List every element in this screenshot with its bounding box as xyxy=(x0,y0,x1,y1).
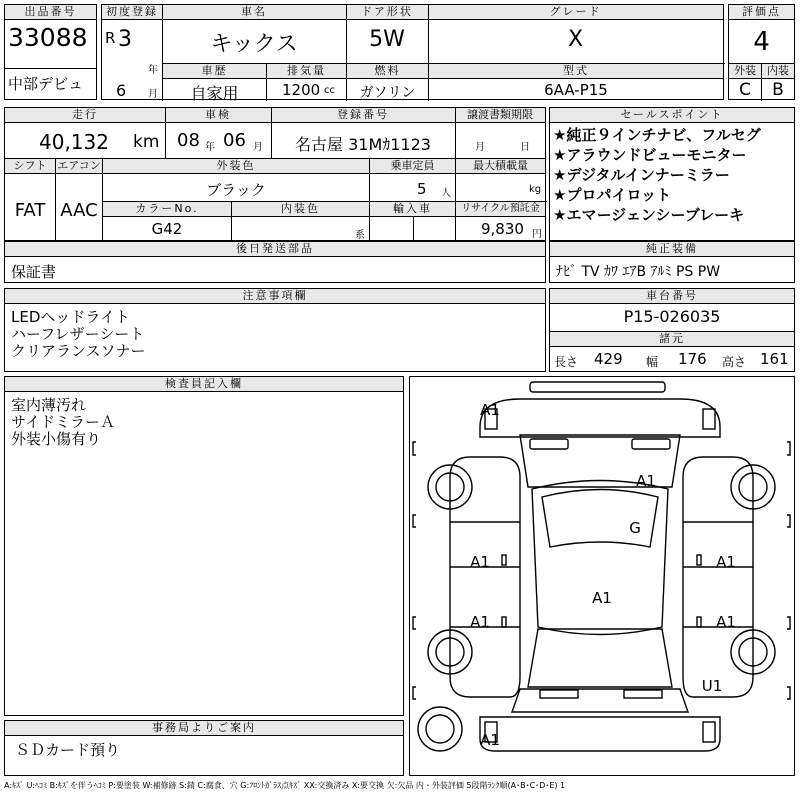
height-value: 161 xyxy=(760,350,789,368)
history-label: 車歴 xyxy=(163,64,266,79)
damage-mark: G xyxy=(629,519,641,537)
color-label: 外装色 xyxy=(103,159,369,174)
inspector-line: サイドミラーＡ xyxy=(11,413,115,431)
capacity-label: 乗車定員 xyxy=(370,159,455,174)
inspector-label: 検査員記入欄 xyxy=(5,377,403,392)
damage-mark: A1 xyxy=(470,613,490,631)
score-label: 評価点 xyxy=(729,5,794,20)
equipment-value: ﾅﾋﾞ TV ｶﾜ ｴｱB ｱﾙﾐ PS PW xyxy=(556,264,721,280)
score-box xyxy=(728,4,795,100)
displacement: 1200 xyxy=(282,81,321,99)
car-name-label: 車名 xyxy=(162,5,346,20)
plate-number: 名古屋 31Mｶ1123 xyxy=(295,135,431,154)
displacement-label: 排気量 xyxy=(267,64,346,79)
load-label: 最大積載量 xyxy=(456,159,545,174)
damage-mark: U1 xyxy=(701,677,723,695)
width-label: 幅 xyxy=(646,355,659,369)
office-label: 事務局よりご案内 xyxy=(5,721,403,736)
transfer-day-unit: 日 xyxy=(520,142,530,153)
sales-point-item: ★デジタルインナーミラー xyxy=(553,166,730,184)
recycle-unit: 円 xyxy=(532,229,542,240)
lot-box xyxy=(4,4,97,100)
damage-mark: A1 xyxy=(480,401,500,419)
width-value: 176 xyxy=(678,350,707,368)
door-type: 5W xyxy=(369,27,405,52)
first-reg-label: 初度登録 xyxy=(102,5,162,20)
score: 4 xyxy=(753,27,770,57)
inspection-label: 車検 xyxy=(165,108,271,123)
capacity: 5 xyxy=(417,180,427,198)
grade-label: グレード xyxy=(428,5,723,20)
transfer-label: 譲渡書類期限 xyxy=(455,108,545,123)
chassis-number: P15-026035 xyxy=(623,307,721,326)
car-name: キックス xyxy=(210,32,298,57)
load-unit: kg xyxy=(529,184,542,195)
int-color-unit: 系 xyxy=(355,230,365,241)
color-no-label: カラーNo. xyxy=(103,202,231,217)
plate-label: 登録番号 xyxy=(271,108,455,123)
later-parts-value: 保証書 xyxy=(11,263,57,281)
color-number: G42 xyxy=(151,220,183,238)
shift: FAT xyxy=(14,200,46,221)
length-label: 長さ xyxy=(554,355,579,369)
exterior-label: 外装 xyxy=(729,64,761,79)
recycle-label: リサイクル預託金 xyxy=(456,202,545,217)
displacement-unit: cc xyxy=(324,85,335,96)
inspection-year: 08 xyxy=(177,130,200,151)
vehicle-info-box xyxy=(4,107,546,241)
year-unit: 年 xyxy=(148,65,158,76)
notes-label: 注意事項欄 xyxy=(5,289,545,304)
mileage-unit: km xyxy=(133,132,160,152)
fuel-label: 燃料 xyxy=(347,64,428,79)
office-value: ＳＤカード預り xyxy=(15,741,121,759)
note-line: クリアランスソナー xyxy=(11,342,146,360)
venue: 中部デビュ xyxy=(8,75,84,93)
length-value: 429 xyxy=(594,350,623,368)
car-diagram-svg xyxy=(410,377,793,774)
damage-mark: A1 xyxy=(480,731,500,749)
damage-mark: A1 xyxy=(716,613,736,631)
sales-points-label: セールスポイント xyxy=(550,108,794,123)
recycle-fee: 9,830 xyxy=(481,220,524,238)
inspector-line: 室内薄汚れ xyxy=(11,397,87,414)
model-label: 型式 xyxy=(429,64,723,79)
main-info-box xyxy=(101,4,724,103)
mileage: 40,132 xyxy=(39,130,109,154)
office-box xyxy=(4,720,404,776)
transfer-month-unit: 月 xyxy=(475,142,485,153)
lot-label: 出品番号 xyxy=(5,5,96,20)
damage-mark: A1 xyxy=(636,472,656,490)
ac-label: エアコン xyxy=(57,159,101,172)
chassis-label: 車台番号 xyxy=(550,289,794,304)
damage-mark: A1 xyxy=(470,553,490,571)
inspector-box xyxy=(4,376,404,716)
legend-text: A:ｷｽﾞ U:ﾍｺﾐ B:ｷｽﾞを伴うﾍｺﾐ P:要塗装 W:補修跡 S:錆 C:腐食、穴 G:ﾌﾛﾝﾄｶﾞﾗｽ点ｷｽﾞ XX:交換済み X:要交換 欠:欠品 内・外装評価 5段階ﾗﾝｸ順(A･B･C･D･E) 1 xyxy=(4,781,566,790)
month-unit: 月 xyxy=(148,89,158,100)
notes-box xyxy=(4,288,546,372)
equipment-box xyxy=(549,241,795,283)
first-reg-month: 6 xyxy=(116,81,127,100)
shift-label: シフト xyxy=(5,159,55,174)
note-line: ハーフレザーシート xyxy=(11,325,145,343)
equipment-label: 純正装備 xyxy=(550,242,794,257)
grade: X xyxy=(567,27,584,52)
int-color-label: 内装色 xyxy=(232,202,369,217)
sales-point-item: ★エマージェンシーブレーキ xyxy=(553,206,745,224)
capacity-unit: 人 xyxy=(441,188,451,199)
fuel: ガソリン xyxy=(359,85,416,101)
ac: AAC xyxy=(60,200,98,221)
era: R xyxy=(105,29,116,47)
inspection-year-unit: 年 xyxy=(205,142,215,153)
history: 自家用 xyxy=(190,84,239,103)
first-reg-year: 3 xyxy=(118,27,132,52)
mileage-label: 走行 xyxy=(5,108,165,123)
note-line: LEDヘッドライト xyxy=(11,309,130,326)
later-parts-box xyxy=(4,241,546,283)
model-code: 6AA-P15 xyxy=(544,81,608,99)
damage-diagram xyxy=(409,376,795,776)
exterior-color: ブラック xyxy=(206,181,266,199)
later-parts-label: 後日発送部品 xyxy=(5,242,545,257)
lot-number: 33088 xyxy=(8,23,88,52)
interior-grade: B xyxy=(772,80,784,100)
height-label: 高さ xyxy=(722,355,747,369)
sales-point-item: ★純正９インチナビ、フルセグ xyxy=(553,126,761,144)
inspection-month-unit: 月 xyxy=(253,142,263,153)
chassis-box xyxy=(549,288,795,372)
damage-mark: A1 xyxy=(716,553,736,571)
sales-points-box xyxy=(549,107,795,241)
sales-point-item: ★アラウンドビューモニター xyxy=(553,146,747,164)
inspection-month: 06 xyxy=(223,130,246,151)
interior-label: 内装 xyxy=(762,64,794,79)
inspector-line: 外装小傷有り xyxy=(11,430,102,448)
dimensions-label: 諸元 xyxy=(550,332,794,347)
door-label: ドア形状 xyxy=(346,5,428,20)
sales-point-item: ★プロパイロット xyxy=(553,186,672,204)
damage-mark: A1 xyxy=(592,589,612,607)
import-label: 輸入車 xyxy=(370,202,455,217)
exterior-grade: C xyxy=(739,80,751,100)
